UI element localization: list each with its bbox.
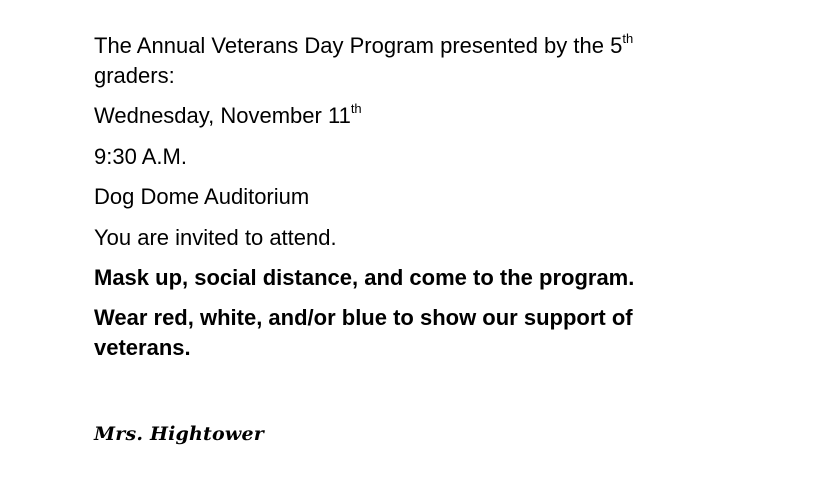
title-ordinal-suffix: th [622, 30, 634, 46]
date-ordinal-suffix: th [350, 100, 362, 116]
attire-notice-line-1: Wear red, white, and/or blue to show our support of [94, 305, 633, 330]
event-location: Dog Dome Auditorium [94, 184, 310, 209]
event-time: 9:30 A.M. [94, 144, 187, 169]
attire-notice-line-2: veterans. [94, 335, 191, 360]
signature: Mrs. Hightower [94, 423, 264, 445]
mask-notice: Mask up, social distance, and come to the program. [94, 265, 635, 290]
date-text: Wednesday, November 11 [94, 103, 351, 128]
invitation-text: You are invited to attend. [94, 225, 337, 250]
title-line-2: graders: [94, 63, 175, 88]
title-line-1 [94, 31, 633, 61]
event-date [94, 101, 362, 131]
title-text: The Annual Veterans Day Program presented by the 5 [94, 33, 623, 58]
